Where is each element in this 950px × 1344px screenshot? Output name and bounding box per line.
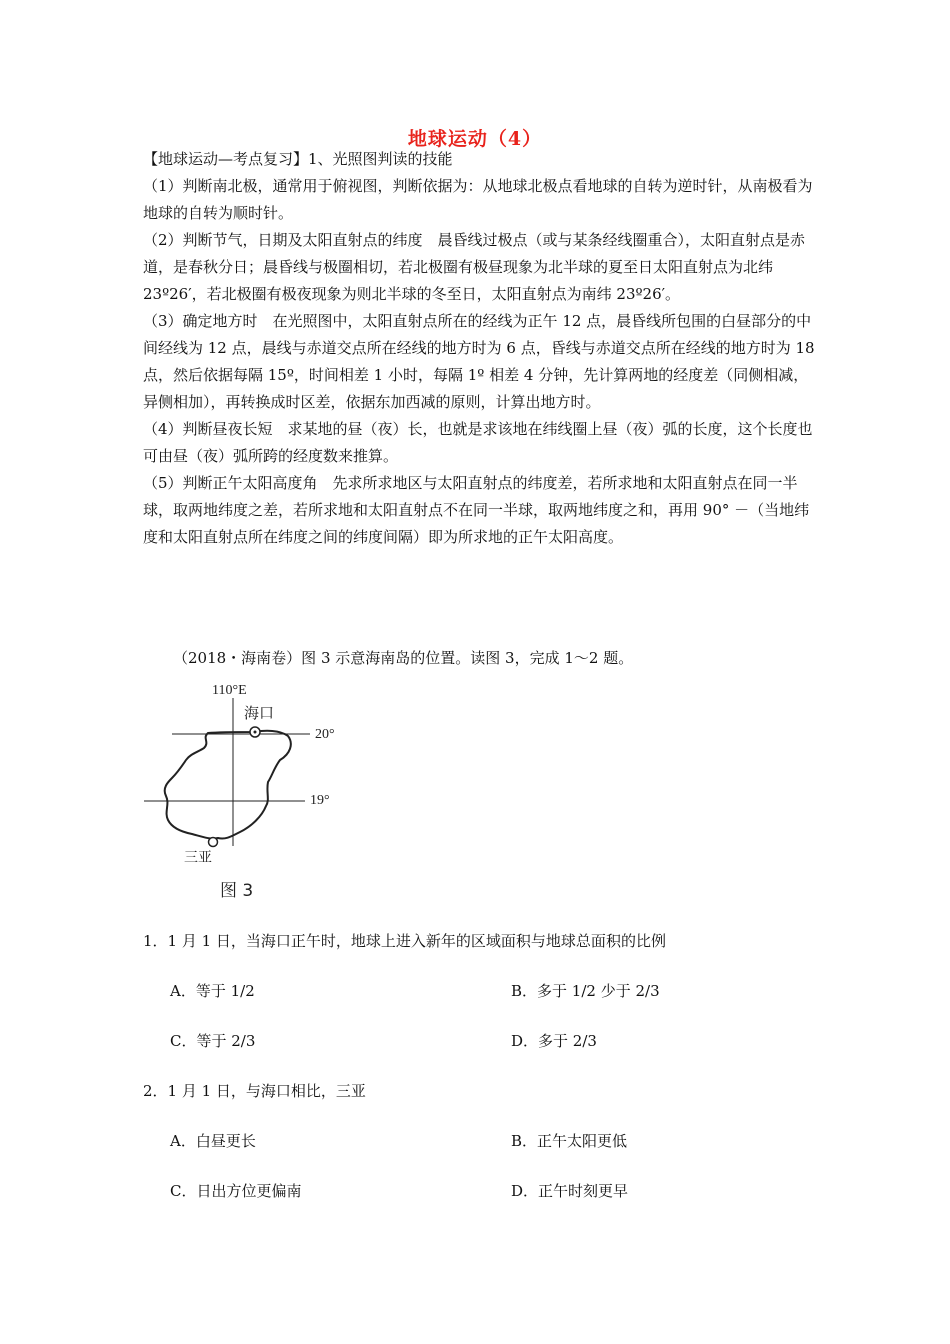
sanya-marker: [209, 838, 218, 847]
question-1-stem: 1．1 月 1 日，当海口正午时，地球上进入新年的区域面积与地球总面积的比例: [143, 932, 666, 950]
q2-option-b[interactable]: B．正午太阳更低: [511, 1132, 628, 1150]
haikou-marker-dot: [254, 731, 257, 734]
q2-option-d[interactable]: D．正午时刻更早: [511, 1182, 629, 1200]
haikou-label: 海口: [244, 704, 275, 722]
q2-option-a[interactable]: A．白昼更长: [170, 1132, 256, 1150]
q1-option-b[interactable]: B．多于 1/2 少于 2/3: [511, 982, 660, 1000]
review-paragraph-1: （1）判断南北极，通常用于俯视图，判断依据为：从地球北极点看地球的自转为逆时针，从南极看为地球的自转为顺时针。: [143, 177, 813, 222]
review-paragraph-2: （2）判断节气，日期及太阳直射点的纬度 晨昏线过极点（或与某条经线圈重合），太阳直射点是赤道，是春秋分日；晨昏线与极圈相切，若北极圈有极昼现象为北半球的夏至日太阳直射点为北纬 23º26′，若北极圈有极夜现象为则北半球的冬至日，太阳直射点为南纬 23º26′。: [143, 231, 806, 303]
review-paragraph-5: （5）判断正午太阳高度角 先求所求地区与太阳直射点的纬度差，若所求地和太阳直射点在同一半球，取两地纬度之差，若所求地和太阳直射点不在同一半球，取两地纬度之和，再用 90° －（当地纬度和太阳直射点所在纬度之间的纬度间隔）即为所求地的正午太阳高度。: [143, 474, 810, 546]
page-title: 地球运动（4）: [407, 128, 543, 150]
review-heading: 【地球运动—考点复习】1、光照图判读的技能: [143, 150, 453, 168]
figure-caption: 图 3: [220, 881, 254, 901]
q1-option-c[interactable]: C．等于 2/3: [170, 1032, 256, 1050]
hainan-map-figure: [140, 676, 380, 906]
q2-option-c[interactable]: C．日出方位更偏南: [170, 1182, 302, 1200]
source-line: （2018・海南卷）图 3 示意海南岛的位置。读图 3，完成 1～2 题。: [173, 649, 634, 667]
lat20-label: 20°: [315, 727, 335, 742]
lat19-label: 19°: [310, 793, 330, 808]
longitude-label: 110°E: [212, 683, 247, 698]
question-2-stem: 2．1 月 1 日，与海口相比，三亚: [143, 1082, 366, 1100]
hainan-island-outline: [165, 731, 291, 839]
q1-option-d[interactable]: D．多于 2/3: [511, 1032, 597, 1050]
q1-option-a[interactable]: A．等于 1/2: [170, 982, 255, 1000]
review-paragraph-3: （3）确定地方时 在光照图中，太阳直射点所在的经线为正午 12 点，晨昏线所包围的白昼部分的中间经线为 12 点，晨线与赤道交点所在经线的地方时为 6 点，昏线与赤道交点所在经线的地方时为 18 点，然后依据每隔 15º，时间相差 1 小时，每隔 1º 相差 4 分钟，先计算两地的经度差（同侧相减，异侧相加），再转换成时区差，依据东加西减的原则，计算出地方时。: [143, 312, 815, 411]
sanya-label: 三亚: [184, 850, 212, 866]
review-section: [143, 146, 823, 551]
review-paragraph-4: （4）判断昼夜长短 求某地的昼（夜）长，也就是求该地在纬线圈上昼（夜）弧的长度，这个长度也可由昼（夜）弧所跨的经度数来推算。: [143, 420, 813, 465]
